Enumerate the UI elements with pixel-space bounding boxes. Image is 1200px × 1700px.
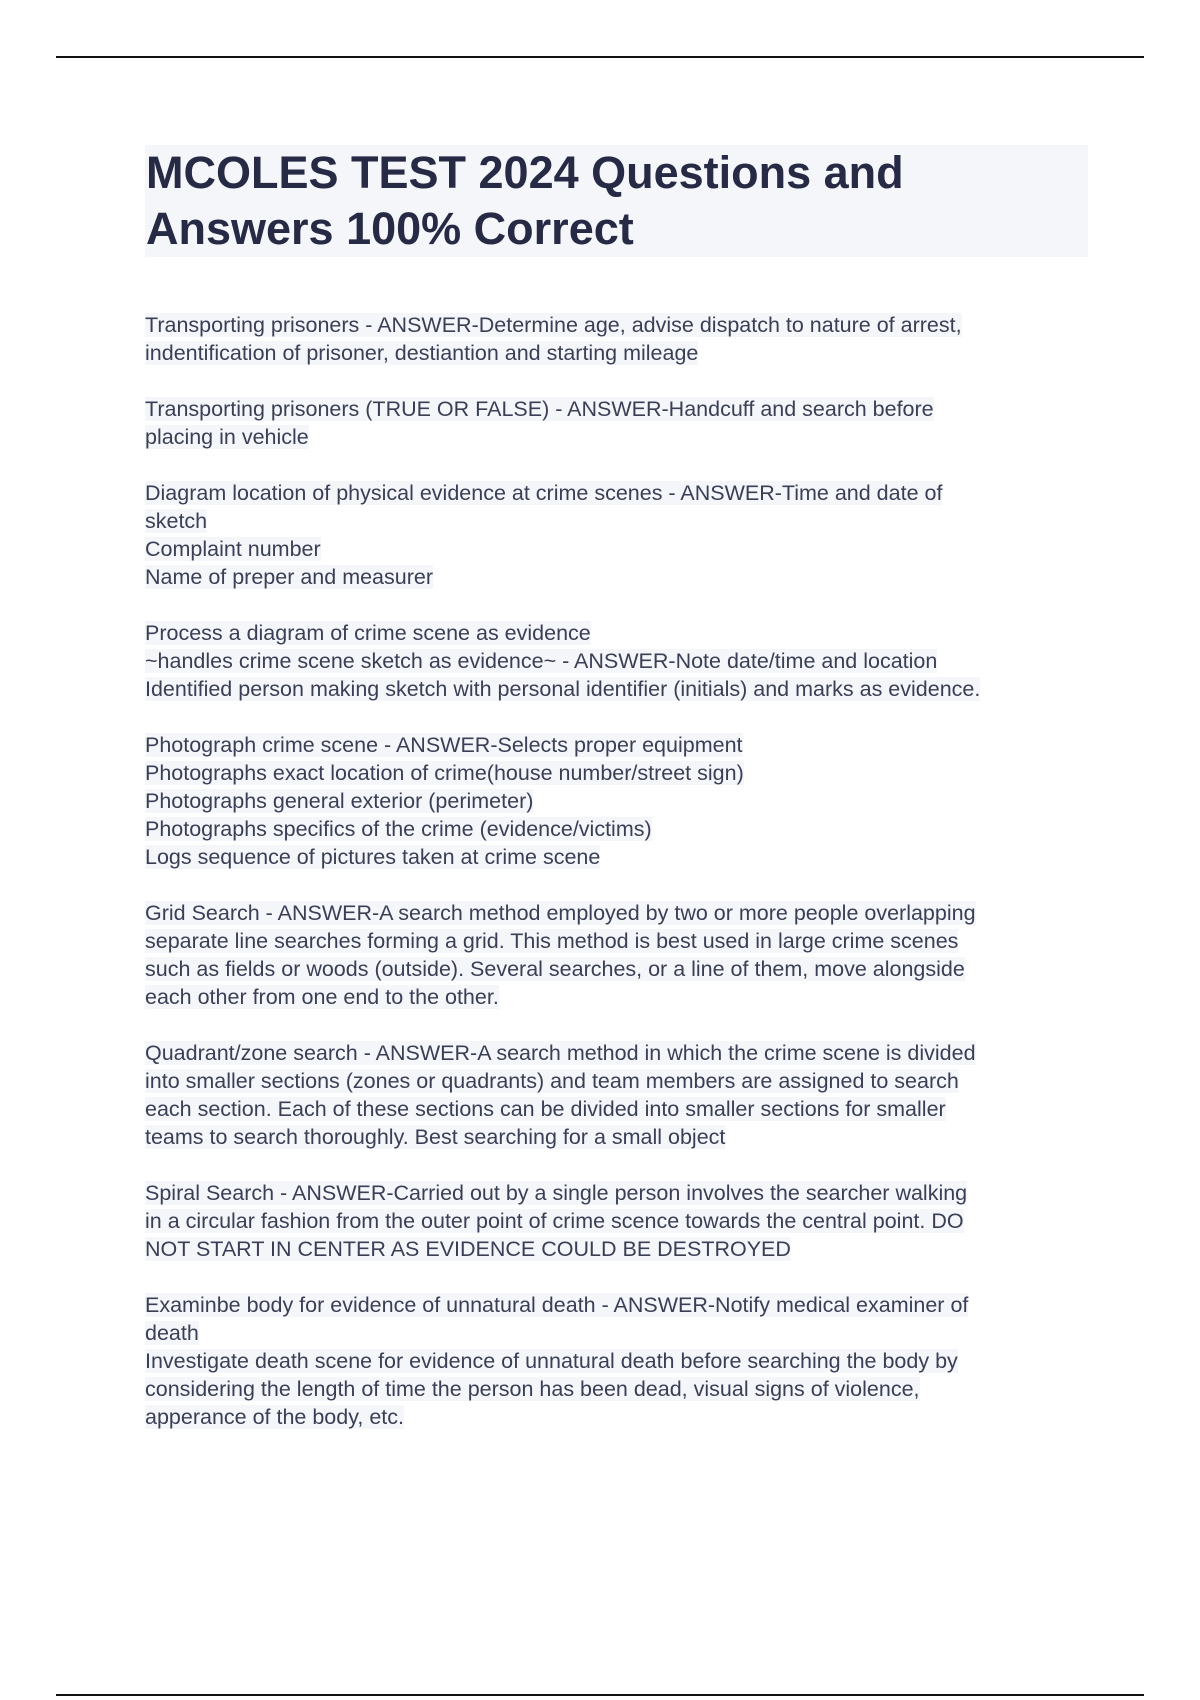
qa-line <box>145 507 1095 535</box>
qa-entry <box>145 619 1095 703</box>
qa-line <box>145 311 1095 339</box>
title-box <box>145 145 1088 257</box>
qa-line-text: Transporting prisoners (TRUE OR FALSE) - ANSWER-Handcuff and search before <box>145 397 934 421</box>
qa-line-text: Grid Search - ANSWER-A search method employed by two or more people overlapping <box>145 901 976 925</box>
qa-line-text: Process a diagram of crime scene as evidence <box>145 621 591 645</box>
qa-entry <box>145 731 1095 871</box>
qa-line <box>145 647 1095 675</box>
top-rule <box>56 56 1144 58</box>
qa-line-text: Examinbe body for evidence of unnatural death - ANSWER-Notify medical examiner of <box>145 1293 969 1317</box>
qa-line-text: apperance of the body, etc. <box>145 1405 404 1429</box>
qa-list <box>145 311 1095 1459</box>
qa-line-text: ~handles crime scene sketch as evidence~ - ANSWER-Note date/time and location <box>145 649 938 673</box>
qa-line-text: Diagram location of physical evidence at crime scenes - ANSWER-Time and date of <box>145 481 943 505</box>
qa-entry <box>145 395 1095 451</box>
qa-line <box>145 423 1095 451</box>
qa-line <box>145 395 1095 423</box>
qa-line <box>145 1039 1095 1067</box>
qa-line-text: sketch <box>145 509 208 533</box>
qa-line <box>145 563 1095 591</box>
qa-line <box>145 1375 1095 1403</box>
qa-line <box>145 1319 1095 1347</box>
qa-entry <box>145 1039 1095 1151</box>
qa-line-text: Logs sequence of pictures taken at crime scene <box>145 845 601 869</box>
qa-line <box>145 1123 1095 1151</box>
qa-entry <box>145 479 1095 591</box>
qa-line-text: considering the length of time the person has been dead, visual signs of violence, <box>145 1377 920 1401</box>
qa-line-text: in a circular fashion from the outer point of crime scence towards the central point. DO <box>145 1209 964 1233</box>
qa-line-text: Photographs specifics of the crime (evidence/victims) <box>145 817 652 841</box>
qa-line <box>145 619 1095 647</box>
page-title-line: Answers 100% Correct <box>146 203 634 254</box>
qa-entry <box>145 1291 1095 1431</box>
qa-line-text: each other from one end to the other. <box>145 985 499 1009</box>
qa-line <box>145 1207 1095 1235</box>
qa-line-text: NOT START IN CENTER AS EVIDENCE COULD BE DESTROYED <box>145 1237 791 1261</box>
qa-line <box>145 675 1095 703</box>
qa-entry <box>145 899 1095 1011</box>
qa-line <box>145 1179 1095 1207</box>
qa-line <box>145 815 1095 843</box>
qa-line-text: Spiral Search - ANSWER-Carried out by a single person involves the searcher walking <box>145 1181 968 1205</box>
qa-line-text: Name of preper and measurer <box>145 565 434 589</box>
qa-line <box>145 1095 1095 1123</box>
qa-line <box>145 1347 1095 1375</box>
qa-entry <box>145 311 1095 367</box>
qa-line <box>145 899 1095 927</box>
qa-line-text: teams to search thoroughly. Best searching for a small object <box>145 1125 726 1149</box>
qa-line-text: such as fields or woods (outside). Several searches, or a line of them, move alongside <box>145 957 965 981</box>
qa-line-text: Identified person making sketch with personal identifier (initials) and marks as evidence. <box>145 677 981 701</box>
qa-line <box>145 759 1095 787</box>
qa-line-text: Complaint number <box>145 537 321 561</box>
qa-line-text: indentification of prisoner, destiantion and starting mileage <box>145 341 699 365</box>
qa-line-text: each section. Each of these sections can be divided into smaller sections for smaller <box>145 1097 946 1121</box>
qa-line-text: death <box>145 1321 199 1345</box>
qa-line-text: Photographs general exterior (perimeter) <box>145 789 534 813</box>
bottom-rule <box>56 1694 1144 1696</box>
qa-line-text: placing in vehicle <box>145 425 309 449</box>
qa-line-text: Photographs exact location of crime(house number/street sign) <box>145 761 744 785</box>
qa-line <box>145 1291 1095 1319</box>
qa-line-text: separate line searches forming a grid. This method is best used in large crime scenes <box>145 929 959 953</box>
qa-line-text: Photograph crime scene - ANSWER-Selects proper equipment <box>145 733 743 757</box>
qa-line <box>145 843 1095 871</box>
qa-line <box>145 339 1095 367</box>
qa-line <box>145 927 1095 955</box>
qa-line-text: Quadrant/zone search - ANSWER-A search method in which the crime scene is divided <box>145 1041 976 1065</box>
qa-line <box>145 731 1095 759</box>
qa-line <box>145 1067 1095 1095</box>
qa-line-text: into smaller sections (zones or quadrants) and team members are assigned to search <box>145 1069 959 1093</box>
qa-line <box>145 1403 1095 1431</box>
qa-line <box>145 955 1095 983</box>
qa-line <box>145 479 1095 507</box>
qa-line <box>145 983 1095 1011</box>
page-title <box>145 145 1088 257</box>
qa-line <box>145 535 1095 563</box>
qa-entry <box>145 1179 1095 1263</box>
qa-line <box>145 787 1095 815</box>
qa-line-text: Transporting prisoners - ANSWER-Determine age, advise dispatch to nature of arrest, <box>145 313 962 337</box>
qa-line-text: Investigate death scene for evidence of unnatural death before searching the body by <box>145 1349 958 1373</box>
page-title-line: MCOLES TEST 2024 Questions and <box>146 147 904 198</box>
qa-line <box>145 1235 1095 1263</box>
